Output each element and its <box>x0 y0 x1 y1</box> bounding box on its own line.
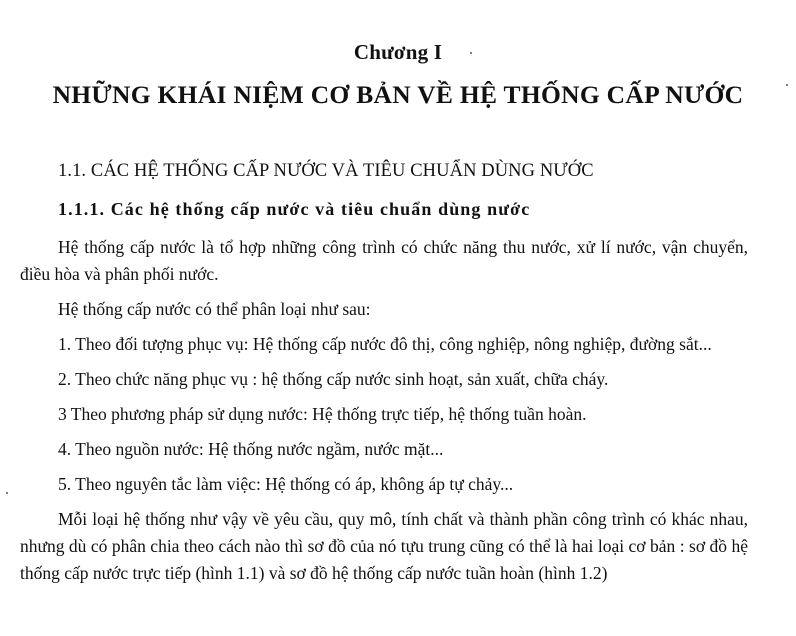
chapter-title: NHỮNG KHÁI NIỆM CƠ BẢN VỀ HỆ THỐNG CẤP NƯỚC <box>52 80 744 109</box>
section-heading: 1.1. CÁC HỆ THỐNG CẤP NƯỚC VÀ TIÊU CHUẨN DÙNG NƯỚC <box>58 161 594 181</box>
paragraph-item-2: 2. Theo chức năng phục vụ : hệ thống cấp nước sinh hoạt, sản xuất, chữa cháy. <box>58 369 609 389</box>
paragraph-definition: Hệ thống cấp nước là tổ hợp những công trình có chức năng thu nước, xử lí nước, vận chuyển, điều hòa và phân phối nước. <box>20 237 748 284</box>
scan-speck <box>470 52 472 54</box>
paragraph-item-1: 1. Theo đối tượng phục vụ: Hệ thống cấp nước đô thị, công nghiệp, nông nghiệp, đường sắt... <box>58 334 712 354</box>
body-text <box>20 234 748 595</box>
paragraph-classification-intro: Hệ thống cấp nước có thể phân loại như sau: <box>58 299 371 319</box>
paragraph-summary: Mỗi loại hệ thống như vậy về yêu cầu, quy mô, tính chất và thành phần công trình có khác nhau, nhưng dù có phân chia theo cách nào thì sơ đồ của nó tựu trung cũng có thể là hai loại cơ bản : sơ đồ hệ thống cấp nước trực tiếp (hình 1.1) và sơ đồ hệ thống cấp nước tuần hoàn (hình 1.2) <box>20 509 748 583</box>
paragraph-item-3: 3 Theo phương pháp sử dụng nước: Hệ thống trực tiếp, hệ thống tuần hoàn. <box>58 404 587 424</box>
scan-speck <box>786 84 788 86</box>
paragraph-item-5: 5. Theo nguyên tắc làm việc: Hệ thống có áp, không áp tự chảy... <box>58 474 514 494</box>
chapter-label: Chương I <box>353 40 443 64</box>
paragraph-item-4: 4. Theo nguồn nước: Hệ thống nước ngầm, nước mặt... <box>58 439 444 459</box>
scan-speck <box>6 492 8 494</box>
subsection-heading: 1.1.1. Các hệ thống cấp nước và tiêu chuẩn dùng nước <box>58 199 531 219</box>
